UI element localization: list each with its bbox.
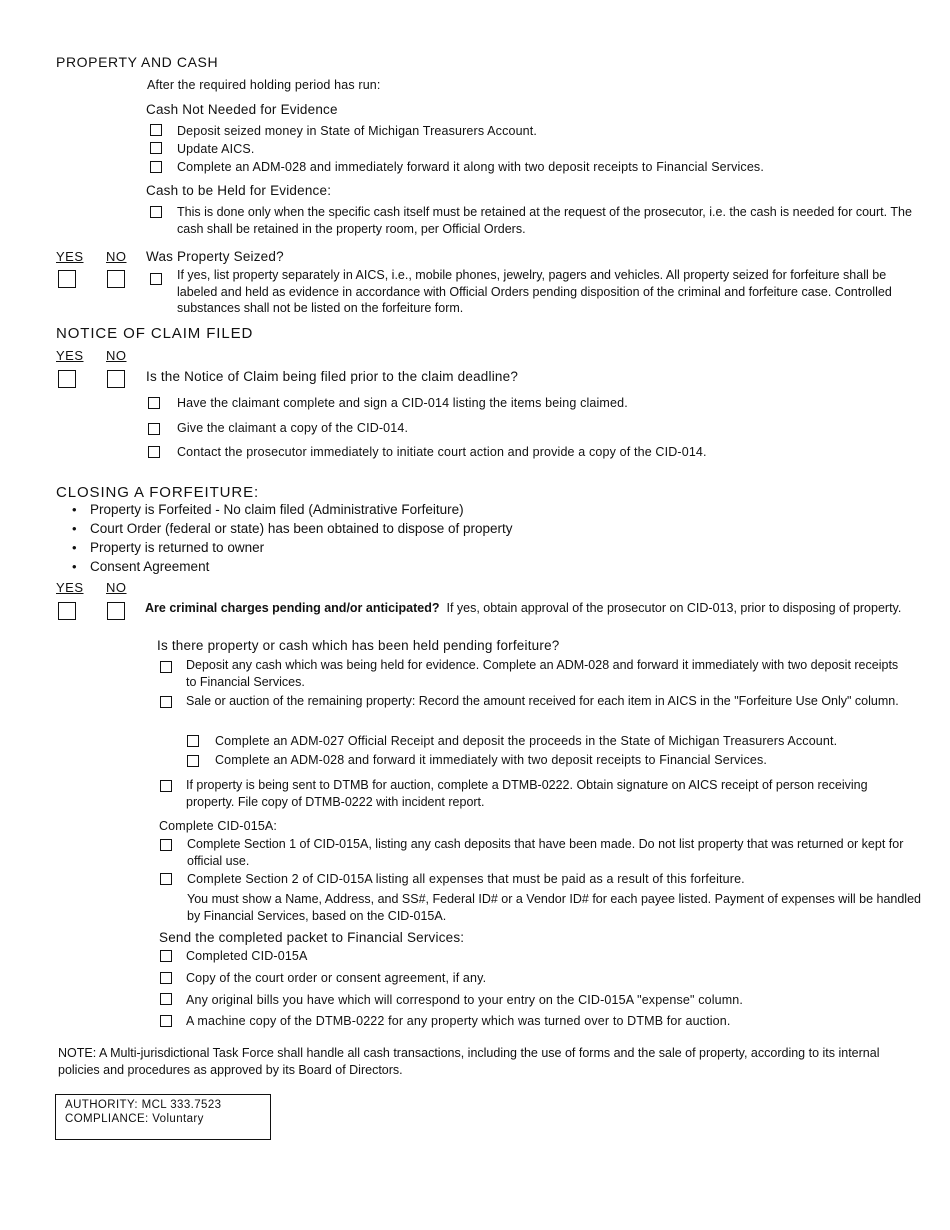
checkbox-list-property[interactable] [150,273,162,285]
checkbox-deposit-evidence-cash[interactable] [160,661,172,673]
no-label: NO [106,580,127,595]
item-packet-dtmb-copy: A machine copy of the DTMB-0222 for any property which was turned over to DTMB for auction. [186,1014,731,1028]
item-packet-cid015a: Completed CID-015A [186,949,308,963]
checkbox-complete-adm028[interactable] [150,161,162,173]
checkbox-deposit-seized[interactable] [150,124,162,136]
checkbox-cash-held[interactable] [150,206,162,218]
charges-question-rest: If yes, obtain approval of the prosecutor on CID-013, prior to disposing of property. [446,601,902,615]
checkbox-claimant-sign[interactable] [148,397,160,409]
item-packet-original-bills: Any original bills you have which will correspond to your entry on the CID-015A "expense" column. [186,993,744,1007]
checkbox-cid015a-section2[interactable] [160,873,172,885]
charges-question [145,600,920,617]
checkbox-cid015a-section1[interactable] [160,839,172,851]
bullet-item: • Property is Forfeited - No claim filed (Administrative Forfeiture) [56,500,513,519]
item-adm027: Complete an ADM-027 Official Receipt and deposit the proceeds in the State of Michigan Treasurers Account. [215,734,838,748]
checkbox-sale-auction[interactable] [160,696,172,708]
item-contact-prosecutor: Contact the prosecutor immediately to initiate court action and provide a copy of the CID-014. [177,445,707,459]
charges-no-box[interactable] [107,602,125,620]
checkbox-packet-original-bills[interactable] [160,993,172,1005]
payee-info-note: You must show a Name, Address, and SS#, Federal ID# or a Vendor ID# for each payee listed. Payment of expenses will be handled by Financial Services, based on the CID-015A. [187,892,921,923]
item-complete-adm028: Complete an ADM-028 and immediately forward it along with two deposit receipts to Financial Services. [177,160,764,174]
held-pending-question: Is there property or cash which has been held pending forfeiture? [157,638,560,653]
item-update-aics: Update AICS. [177,142,255,156]
charges-question-bold: Are criminal charges pending and/or anticipated? [145,601,440,615]
checkbox-adm027[interactable] [187,735,199,747]
checkbox-dtmb-auction[interactable] [160,780,172,792]
item-adm028-forward: Complete an ADM-028 and forward it immediately with two deposit receipts to Financial Services. [215,753,767,767]
checkbox-packet-cid015a[interactable] [160,950,172,962]
checkbox-packet-dtmb-copy[interactable] [160,1015,172,1027]
item-deposit-seized: Deposit seized money in State of Michigan Treasurers Account. [177,124,538,138]
item-claimant-copy: Give the claimant a copy of the CID-014. [177,421,409,435]
notice-claim-no-box[interactable] [107,370,125,388]
complete-cid015a-heading: Complete CID-015A: [159,819,278,833]
item-list-property: If yes, list property separately in AICS, i.e., mobile phones, jewelry, pagers and vehicles. All property seized for forfeiture shall be labeled and held as evidence in accordance with Official Orders pending disposition of the criminal and forfeiture case. Controlled substances shall not be listed on the forfeiture form. [177,268,892,315]
item-cid015a-section1: Complete Section 1 of CID-015A, listing any cash deposits that have been made. Do not list property that was returned or kept for official use. [187,837,904,868]
notice-claim-yes-box[interactable] [58,370,76,388]
no-label: NO [106,348,127,363]
property-seized-no-box[interactable] [107,270,125,288]
bullet-item: • Property is returned to owner [56,538,513,557]
checkbox-packet-court-order[interactable] [160,972,172,984]
task-force-note: NOTE: A Multi-jurisdictional Task Force shall handle all cash transactions, including the use of forms and the sale of property, according to its internal policies and procedures as approved by its Board of Directors. [58,1046,880,1077]
item-cid015a-section2: Complete Section 2 of CID-015A listing all expenses that must be paid as a result of this forfeiture. [187,872,745,886]
cash-held-heading: Cash to be Held for Evidence: [146,183,332,198]
no-label: NO [106,249,127,264]
property-seized-yes-box[interactable] [58,270,76,288]
property-cash-heading: PROPERTY AND CASH [56,54,219,70]
item-claimant-sign: Have the claimant complete and sign a CID-014 listing the items being claimed. [177,396,628,410]
item-sale-auction: Sale or auction of the remaining property: Record the amount received for each item in AICS in the "Forfeiture Use Only" column. [186,694,899,708]
yes-label: YES [56,580,84,595]
checkbox-claimant-copy[interactable] [148,423,160,435]
checkbox-update-aics[interactable] [150,142,162,154]
checkbox-adm028-forward[interactable] [187,755,199,767]
item-deposit-evidence-cash: Deposit any cash which was being held for evidence. Complete an ADM-028 and forward it immediately with two deposit receipts to Financial Services. [186,658,899,689]
item-dtmb-auction: If property is being sent to DTMB for auction, complete a DTMB-0222. Obtain signature on AICS receipt of person receiving property. File copy of DTMB-0222 with incident report. [186,778,868,809]
charges-yes-box[interactable] [58,602,76,620]
compliance-line: COMPLIANCE: Voluntary [65,1113,204,1125]
property-seized-question: Was Property Seized? [146,249,284,264]
holding-period-intro: After the required holding period has run: [147,78,381,92]
checkbox-contact-prosecutor[interactable] [148,446,160,458]
yes-label: YES [56,348,84,363]
closing-forfeiture-heading: CLOSING A FORFEITURE: [56,484,260,501]
yes-label: YES [56,249,84,264]
closing-bullet-list [56,500,513,576]
authority-line: AUTHORITY: MCL 333.7523 [65,1099,222,1111]
bullet-item: • Court Order (federal or state) has been obtained to dispose of property [56,519,513,538]
cash-not-needed-heading: Cash Not Needed for Evidence [146,102,338,117]
authority-box [55,1094,271,1140]
bullet-item: • Consent Agreement [56,557,513,576]
item-packet-court-order: Copy of the court order or consent agreement, if any. [186,971,487,985]
notice-claim-question: Is the Notice of Claim being filed prior to the claim deadline? [146,369,519,384]
send-packet-heading: Send the completed packet to Financial Services: [159,930,465,945]
notice-claim-heading: NOTICE OF CLAIM FILED [56,325,254,342]
item-cash-held: This is done only when the specific cash itself must be retained at the request of the prosecutor, i.e. the cash is needed for court. The cash shall be retained in the property room, per Official Orders. [177,205,912,236]
